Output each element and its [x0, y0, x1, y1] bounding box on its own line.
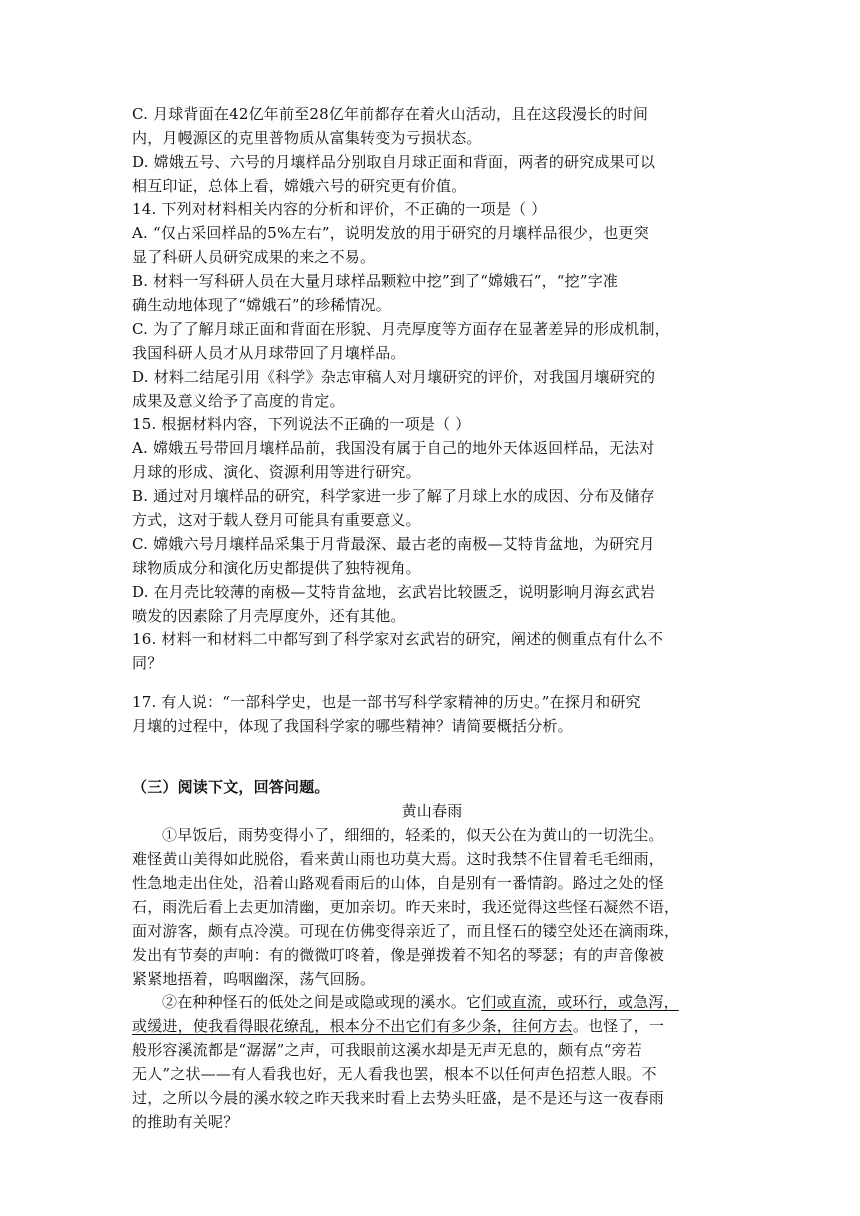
text-line: 的推助有关呢？: [132, 1113, 239, 1131]
text-line: 喷发的因素除了月壳厚度外，还有其他。: [132, 607, 406, 625]
option-d: D. 材料二结尾引用《科学》杂志审稿人对月壤研究的评价，对我国月壤研究的: [132, 368, 656, 386]
text-line: 发出有节奏的声响：有的微微叮咚着，像是弹拨着不知名的琴瑟；有的声音像被: [132, 946, 665, 964]
text-line: [132, 1014, 732, 1038]
passage-title: 黄山春雨: [401, 802, 463, 820]
text-line: 过，之所以今晨的溪水较之昨天我来时看上去势头旺盛，是不是还与这一夜春雨: [132, 1089, 665, 1107]
text-line: 月壤的过程中，体现了我国科学家的哪些精神？请简要概括分析。: [132, 717, 573, 735]
section-heading: （三）阅读下文，回答问题。: [132, 778, 330, 796]
text-span: ②在种种怪石的低处之间是或隐或现的溪水。它: [162, 993, 482, 1011]
option-c: C. 嫦娥六号月壤样品采集于月背最深、最古老的南极—艾特肯盆地，为研究月: [132, 535, 655, 553]
text-line: 性急地走出住处，沿着山路观看雨后的山体，自是别有一番情韵。路过之处的怪: [132, 874, 665, 892]
paragraph-1: ①早饭后，雨势变得小了，细细的，轻柔的，似天公在为黄山的一切洗尘。: [162, 826, 664, 844]
option-d: D. 在月壳比较薄的南极—艾特肯盆地，玄武岩比较匮乏，说明影响月海玄武岩: [132, 583, 656, 601]
option-a: A. 嫦娥五号带回月壤样品前，我国没有属于自己的地外天体返回样品，无法对: [132, 439, 655, 457]
text-line: 成果及意义给予了高度的肯定。: [132, 392, 345, 410]
text-line: 石，雨洗后看上去更加清幽，更加亲切。昨天来时，我还觉得这些怪石凝然不语，: [132, 898, 680, 916]
text-line: 紧紧地捂着，呜咽幽深，荡气回肠。: [132, 970, 376, 988]
text-line: C. 月球背面在42亿年前至28亿年前都存在着火山活动，且在这段漫长的时间: [132, 105, 649, 123]
option-b: B. 材料一写科研人员在大量月球样品颗粒中挖”到了“嫦娥石”，“挖”字准: [132, 272, 619, 290]
question-17: 17. 有人说：“一部科学史，也是一部书写科学家精神的历史。”在探月和研究: [132, 693, 641, 711]
text-line: 面对游客，颇有点冷漠。可现在仿佛变得亲近了，而且怪石的镂空处还在滴雨珠，: [132, 922, 680, 940]
text-line: 月球的形成、演化、资源利用等进行研究。: [132, 463, 421, 481]
text-line: 球物质成分和演化历史都提供了独特视角。: [132, 559, 421, 577]
text-line: D. 嫦娥五号、六号的月壤样品分别取自月球正面和背面，两者的研究成果可以: [132, 153, 656, 171]
option-a: A. “仅占采回样品的5%左右”，说明发放的用于研究的月壤样品很少，也更突: [132, 224, 649, 242]
text-line: 同？: [132, 654, 163, 672]
text-line: 显了科研人员研究成果的来之不易。: [132, 248, 376, 266]
text-line: 无人”之状——有人看我也好，无人看我也罢，根本不以任何声色招惹人眼。不: [132, 1065, 657, 1083]
text-line: 内，月幔源区的克里普物质从富集转变为亏损状态。: [132, 129, 482, 147]
option-c: C. 为了了解月球正面和背面在形貌、月壳厚度等方面存在显著差异的形成机制，: [132, 320, 670, 338]
underlined-sentence: 们或直流，或环行，或急泻，: [481, 993, 679, 1011]
text-line: 难怪黄山美得如此脱俗，看来黄山雨也功莫大焉。这时我禁不住冒着毛毛细雨，: [132, 850, 665, 868]
option-b: B. 通过对月壤样品的研究，科学家进一步了解了月球上水的成因、分布及储存: [132, 487, 655, 505]
paragraph-2: [132, 990, 732, 1014]
text-line: 相互印证，总体上看，嫦娥六号的研究更有价值。: [132, 177, 467, 195]
underlined-sentence: 或缓进，使我看得眼花缭乱，根本分不出它们有多少条，往何方去: [132, 1017, 573, 1035]
question-14: 14. 下列对材料相关内容的分析和评价，不正确的一项是（ ）: [132, 200, 547, 218]
question-15: 15. 根据材料内容，下列说法不正确的一项是（ ）: [132, 415, 471, 433]
question-16: 16. 材料一和材料二中都写到了科学家对玄武岩的研究，阐述的侧重点有什么不: [132, 630, 664, 648]
text-line: 方式，这对于载人登月可能具有重要意义。: [132, 511, 421, 529]
text-line: 我国科研人员才从月球带回了月壤样品。: [132, 344, 406, 362]
text-line: 确生动地体现了“嫦娥石”的珍稀情况。: [132, 296, 391, 314]
text-line: 般形容溪流都是“潺潺”之声，可我眼前这溪水却是无声无息的，颇有点“旁若: [132, 1041, 643, 1059]
text-span: 。也怪了，一: [572, 1017, 665, 1035]
